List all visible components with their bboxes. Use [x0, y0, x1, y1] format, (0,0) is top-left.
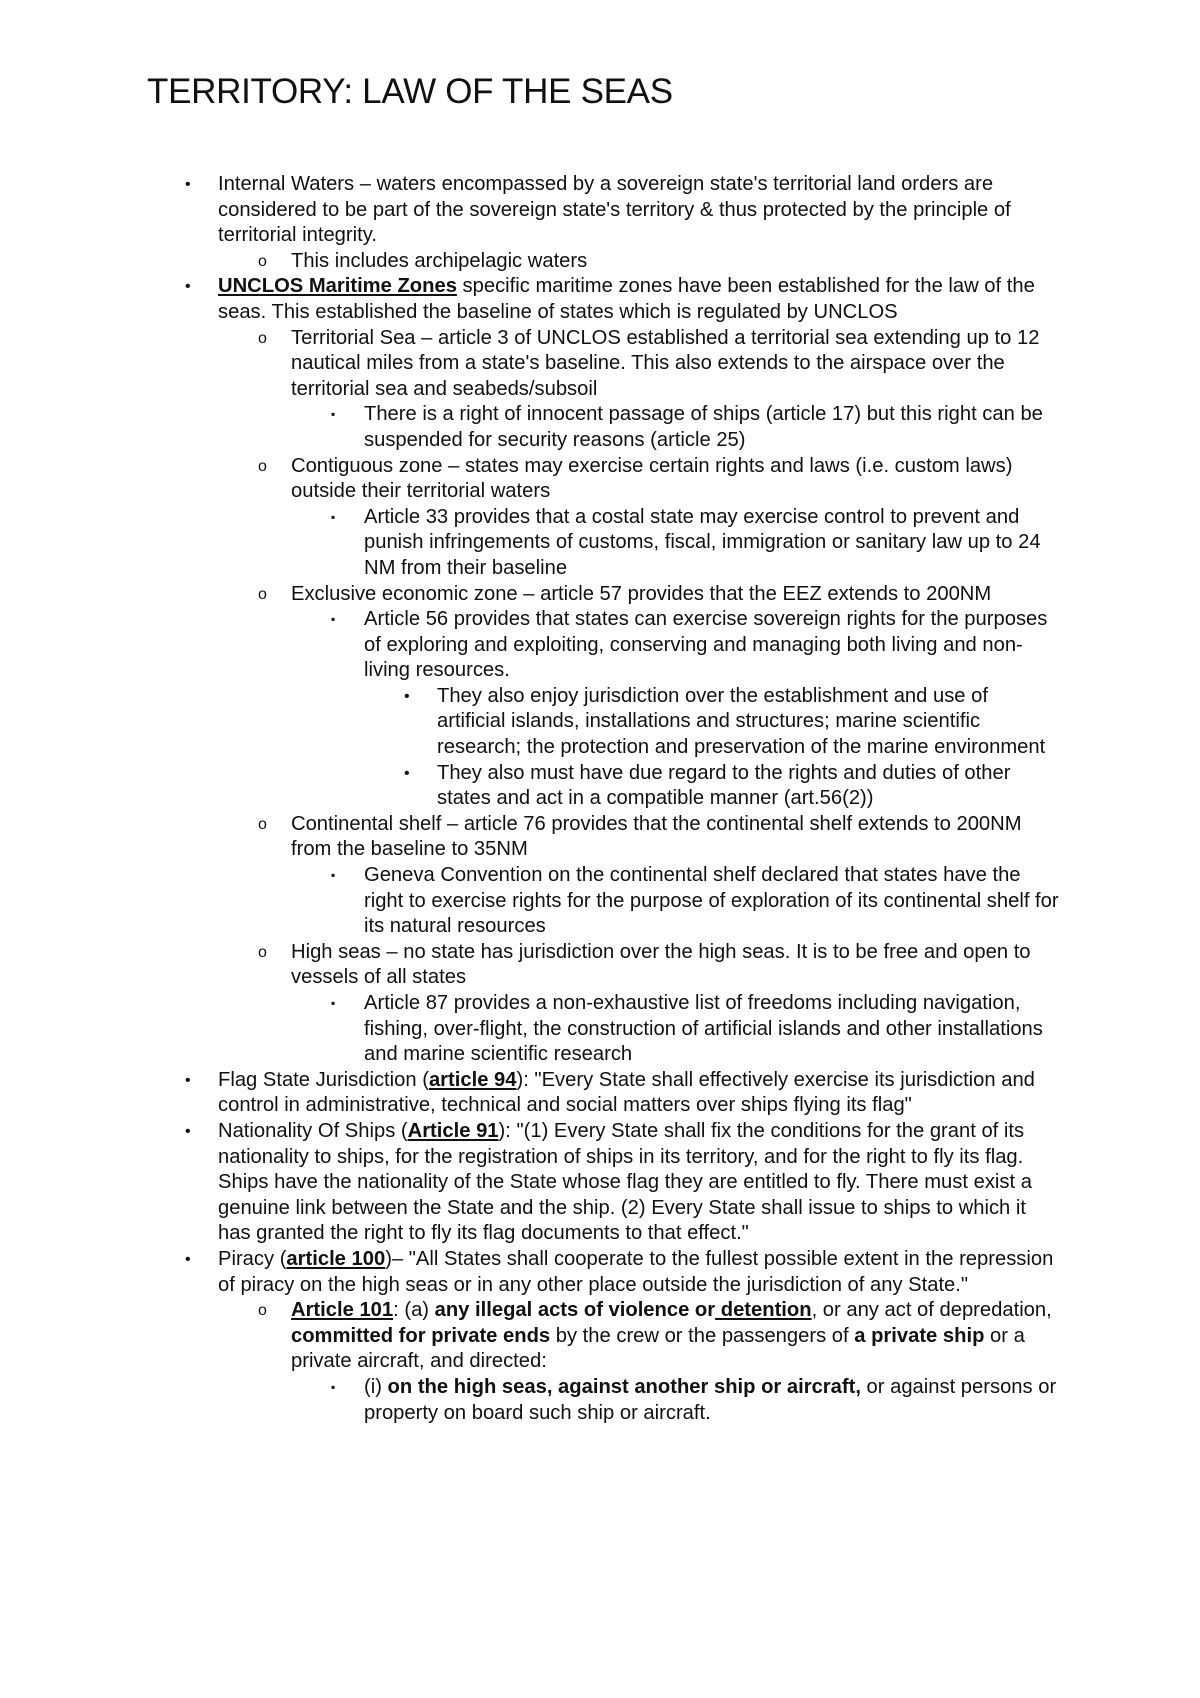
list-item: [258, 582, 1061, 608]
bullet-icon: ▪: [331, 868, 336, 883]
list-item-text: [291, 1298, 1061, 1375]
list-item: [185, 1068, 1060, 1119]
list-item: [331, 402, 1061, 453]
bullet-icon: •: [404, 764, 410, 782]
bullet-icon: o: [258, 329, 267, 347]
text-run: )– "All States shall cooperate to the fullest possible extent in the repression of piracy on the high seas or in any other place outside the jurisdiction of any State.": [218, 1247, 1054, 1296]
text-run: Article 33 provides that a costal state may exercise control to prevent and punish infringements of customs, fiscal, immigration or sanitary law up to 24 NM from their baseline: [364, 505, 1041, 579]
bullet-icon: •: [185, 176, 191, 193]
list-item: [404, 761, 1061, 812]
text-run: Nationality Of Ships (: [218, 1119, 408, 1142]
text-run: Contiguous zone – states may exercise certain rights and laws (i.e. custom laws) outside their territorial waters: [291, 454, 1013, 503]
text-run: or a private aircraft, and directed:: [291, 1324, 1025, 1373]
list-item: [331, 863, 1061, 940]
emphasized-text: on the high seas, against another ship or aircraft,: [387, 1375, 861, 1398]
text-run: They also must have due regard to the rights and duties of other states and act in a compatible manner (art.56(2)): [437, 761, 1011, 810]
list-item-text: [291, 812, 1061, 863]
list-item: [258, 812, 1061, 863]
list-item-text: [364, 863, 1061, 940]
emphasized-text: Article 91: [407, 1119, 499, 1142]
bullet-icon: o: [258, 585, 267, 603]
list-item-text: [291, 582, 1061, 608]
list-item: [258, 249, 1061, 275]
list-item: [331, 991, 1061, 1068]
bullet-icon: •: [185, 1122, 191, 1140]
list-item-text: [218, 172, 1060, 249]
emphasized-text: article 100: [286, 1247, 386, 1270]
list-item-text: [291, 940, 1061, 991]
emphasized-text: committed for private ends: [291, 1324, 551, 1347]
list-item-text: [291, 454, 1061, 505]
bullet-icon: ▪: [331, 612, 336, 627]
text-run: , or any act of depredation,: [811, 1299, 1052, 1322]
emphasized-text: a private ship: [854, 1324, 985, 1347]
bullet-icon: o: [258, 252, 267, 270]
bullet-icon: •: [185, 1250, 191, 1268]
text-run: or against persons or property on board such ship or aircraft.: [364, 1375, 1057, 1424]
text-run: (i): [364, 1375, 388, 1398]
bullet-icon: o: [258, 457, 267, 475]
text-run: : (a): [393, 1299, 435, 1322]
list-item-text: [218, 1247, 1060, 1298]
bullet-icon: •: [185, 1071, 191, 1089]
emphasized-text: UNCLOS Maritime Zones: [218, 275, 457, 298]
text-run: ): "(1) Every State shall fix the conditions for the grant of its nationality to ships, for the registration of ships in its territory, and for the right to fly its flag. Ships have the nationality of the State whose flag they are entitled to fly. There must exist a genuine link between the State and the ship. (2) Every State shall issue to ships to which it has granted the right to fly its flag documents to that effect.": [218, 1119, 1032, 1245]
list-item-text: [364, 991, 1061, 1068]
bullet-icon: o: [258, 1302, 267, 1320]
emphasized-text: detention: [715, 1299, 812, 1322]
list-item: [258, 1298, 1061, 1375]
emphasized-text: Article 101: [291, 1299, 394, 1322]
text-run: High seas – no state has jurisdiction over the high seas. It is to be free and open to vessels of all states: [291, 940, 1031, 989]
list-item-text: [364, 402, 1061, 453]
text-run: specific maritime zones have been established for the law of the seas. This established the baseline of states which is regulated by UNCLOS: [218, 275, 1035, 323]
list-item-text: [364, 607, 1061, 684]
list-item-text: [291, 249, 1061, 275]
text-run: This includes archipelagic waters: [291, 249, 588, 272]
list-item: [185, 1119, 1060, 1247]
text-run: Territorial Sea – article 3 of UNCLOS established a territorial sea extending up to 12 nautical miles from a state's baseline. This also extends to the airspace over the territorial sea and seabeds/subsoil: [291, 326, 1040, 400]
list-item: [258, 454, 1061, 505]
text-run: Geneva Convention on the continental shelf declared that states have the right to exercise rights for the purpose of exploration of its continental shelf for its natural resources: [364, 864, 1059, 938]
text-run: Exclusive economic zone – article 57 provides that the EEZ extends to 200NM: [291, 582, 992, 605]
list-item-text: [291, 326, 1061, 403]
page-title: TERRITORY: LAW OF THE SEAS: [147, 72, 673, 111]
list-item-text: [218, 1068, 1060, 1119]
list-item: [185, 172, 1060, 249]
text-run: Article 56 provides that states can exercise sovereign rights for the purposes of exploring and exploiting, conserving and managing both living and non-living resources.: [364, 608, 1048, 682]
text-run: Internal Waters – waters encompassed by a sovereign state's territorial land orders are considered to be part of the sovereign state's territory & thus protected by the principle of territorial integrity.: [218, 173, 1011, 247]
list-item-text: [218, 1119, 1060, 1247]
text-run: Continental shelf – article 76 provides that the continental shelf extends to 200NM from the baseline to 35NM: [291, 812, 1022, 861]
list-item: [404, 684, 1061, 761]
text-run: Article 87 provides a non-exhaustive list of freedoms including navigation, fishing, over-flight, the construction of artificial islands and other installations and marine scientific research: [364, 992, 1043, 1066]
bullet-icon: o: [258, 943, 267, 961]
bullet-icon: ▪: [331, 407, 336, 422]
text-run: They also enjoy jurisdiction over the establishment and use of artificial islands, installations and structures; marine scientific research; the protection and preservation of the marine environment: [437, 684, 1046, 759]
bullet-icon: ▪: [331, 996, 336, 1010]
text-run: ): "Every State shall effectively exercise its jurisdiction and control in administrative, technical and social matters over ships flying its flag": [218, 1068, 1035, 1117]
text-run: There is a right of innocent passage of ships (article 17) but this right can be suspended for security reasons (article 25): [364, 403, 1043, 451]
document-body: [0, 172, 1200, 1426]
emphasized-text: article 94: [428, 1068, 517, 1091]
emphasized-text: any illegal acts of violence or: [434, 1299, 716, 1322]
list-item: [185, 274, 1060, 325]
list-item: [258, 326, 1061, 403]
list-item-text: [364, 1375, 1061, 1426]
list-item-text: [437, 684, 1061, 761]
bullet-icon: •: [185, 278, 191, 296]
bullet-icon: •: [404, 687, 410, 705]
list-item: [331, 505, 1061, 582]
text-run: by the crew or the passengers of: [550, 1324, 855, 1347]
list-item-text: [218, 274, 1060, 325]
text-run: Flag State Jurisdiction (: [218, 1068, 429, 1091]
list-item: [258, 940, 1061, 991]
bullet-icon: ▪: [331, 509, 336, 524]
list-item: [331, 607, 1061, 684]
text-run: Piracy (: [218, 1247, 287, 1270]
bullet-icon: o: [258, 815, 267, 833]
bullet-icon: ▪: [331, 1379, 336, 1394]
list-item-text: [364, 505, 1061, 582]
list-item: [185, 1247, 1060, 1298]
list-item-text: [437, 761, 1061, 812]
list-item: [331, 1375, 1061, 1426]
